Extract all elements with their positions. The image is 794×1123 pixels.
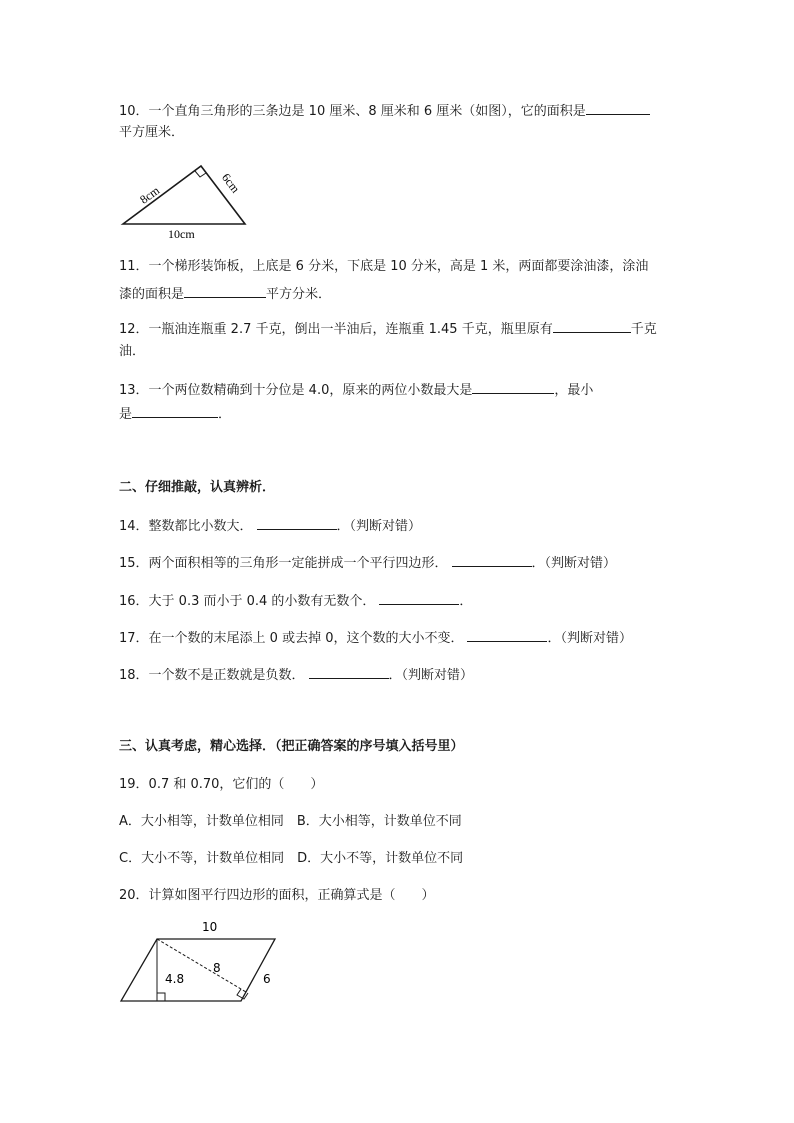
q13-suffix: ，最小 — [554, 383, 594, 398]
q17-prefix: 17．在一个数的末尾添上 0 或去掉 0，这个数的大小不变． — [119, 631, 464, 646]
q19-options-ab[interactable]: A．大小相等，计数单位相同 B．大小相等，计数单位不同 — [119, 814, 462, 829]
label-side-6: 6 — [263, 972, 271, 986]
q12-answer-blank[interactable] — [553, 318, 631, 333]
side-label-8cm: 8cm — [137, 183, 163, 207]
q13-line2 — [119, 403, 231, 424]
q16-suffix: ． — [459, 594, 473, 609]
q10-line1 — [119, 100, 650, 121]
q14-answer-blank[interactable] — [257, 515, 337, 530]
label-height-4-8: 4.8 — [165, 972, 185, 986]
q13-min-blank[interactable] — [132, 403, 218, 418]
q17-line — [119, 627, 632, 648]
q20-parallelogram-figure — [115, 915, 290, 1007]
section2-heading: 二、仔细推敲，认真辨析． — [119, 480, 276, 495]
q11-suffix: 平方分米． — [266, 287, 332, 302]
q19-stem: 19．0.7 和 0.70，它们的（ ） — [119, 777, 324, 792]
q13-line2-suffix: ． — [218, 407, 232, 422]
q11-line1: 11．一个梯形装饰板，上底是 6 分米，下底是 10 分米，高是 1 米，两面都要涂油漆，涂油 — [119, 259, 649, 274]
q13-line2-prefix: 是 — [119, 407, 133, 422]
q18-suffix: ．（判断对错） — [388, 668, 474, 683]
q15-line — [119, 552, 616, 573]
q18-prefix: 18．一个数不是正数就是负数． — [119, 668, 305, 683]
section3-heading: 三、认真考虑，精心选择．（把正确答案的序号填入括号里） — [119, 739, 464, 754]
q15-prefix: 15．两个面积相等的三角形一定能拼成一个平行四边形． — [119, 556, 448, 571]
q17-suffix: ．（判断对错） — [547, 631, 632, 646]
q14-line — [119, 515, 421, 536]
label-top-10: 10 — [202, 920, 218, 934]
q18-answer-blank[interactable] — [309, 664, 389, 679]
q16-line — [119, 590, 472, 611]
q17-answer-blank[interactable] — [467, 627, 547, 642]
q10-line2: 平方厘米． — [119, 125, 185, 140]
q13-max-blank[interactable] — [472, 379, 554, 394]
side-label-10cm: 10cm — [168, 227, 195, 241]
q12-line2: 油． — [119, 344, 146, 359]
parallelogram-shape — [121, 939, 275, 1001]
q11-prefix: 漆的面积是 — [119, 287, 185, 302]
q14-suffix: ．（判断对错） — [336, 519, 422, 534]
q19-options-cd[interactable]: C．大小不等，计数单位相同 D．大小不等，计数单位不同 — [119, 851, 464, 866]
q16-prefix: 16．大于 0.3 而小于 0.4 的小数有无数个． — [119, 594, 376, 609]
q14-prefix: 14．整数都比小数大． — [119, 519, 253, 534]
q12-prefix: 12．一瓶油连瓶重 2.7 千克，倒出一半油后，连瓶重 1.45 千克，瓶里原有 — [119, 322, 553, 337]
q12-line1 — [119, 318, 657, 339]
q13-line1 — [119, 379, 593, 400]
q10-text: 10．一个直角三角形的三条边是 10 厘米、8 厘米和 6 厘米（如图），它的面积是 — [119, 104, 586, 119]
right-angle-mark — [195, 171, 206, 177]
q13-prefix: 13．一个两位数精确到十分位是 4.0，原来的两位小数最大是 — [119, 383, 473, 398]
q11-line2 — [119, 283, 331, 304]
label-diagonal-8: 8 — [213, 961, 221, 975]
q16-answer-blank[interactable] — [379, 590, 459, 605]
q11-answer-blank[interactable] — [184, 283, 266, 298]
q10-right-triangle-figure — [115, 158, 255, 242]
height-right-angle-mark — [157, 993, 165, 1001]
q15-answer-blank[interactable] — [452, 552, 532, 567]
side-label-6cm: 6cm — [218, 170, 243, 196]
q18-line — [119, 664, 473, 685]
q10-answer-blank[interactable] — [586, 100, 650, 115]
q20-stem: 20．计算如图平行四边形的面积，正确算式是（ ） — [119, 888, 435, 903]
q15-suffix: ．（判断对错） — [531, 556, 617, 571]
q12-suffix: 千克 — [630, 322, 657, 337]
